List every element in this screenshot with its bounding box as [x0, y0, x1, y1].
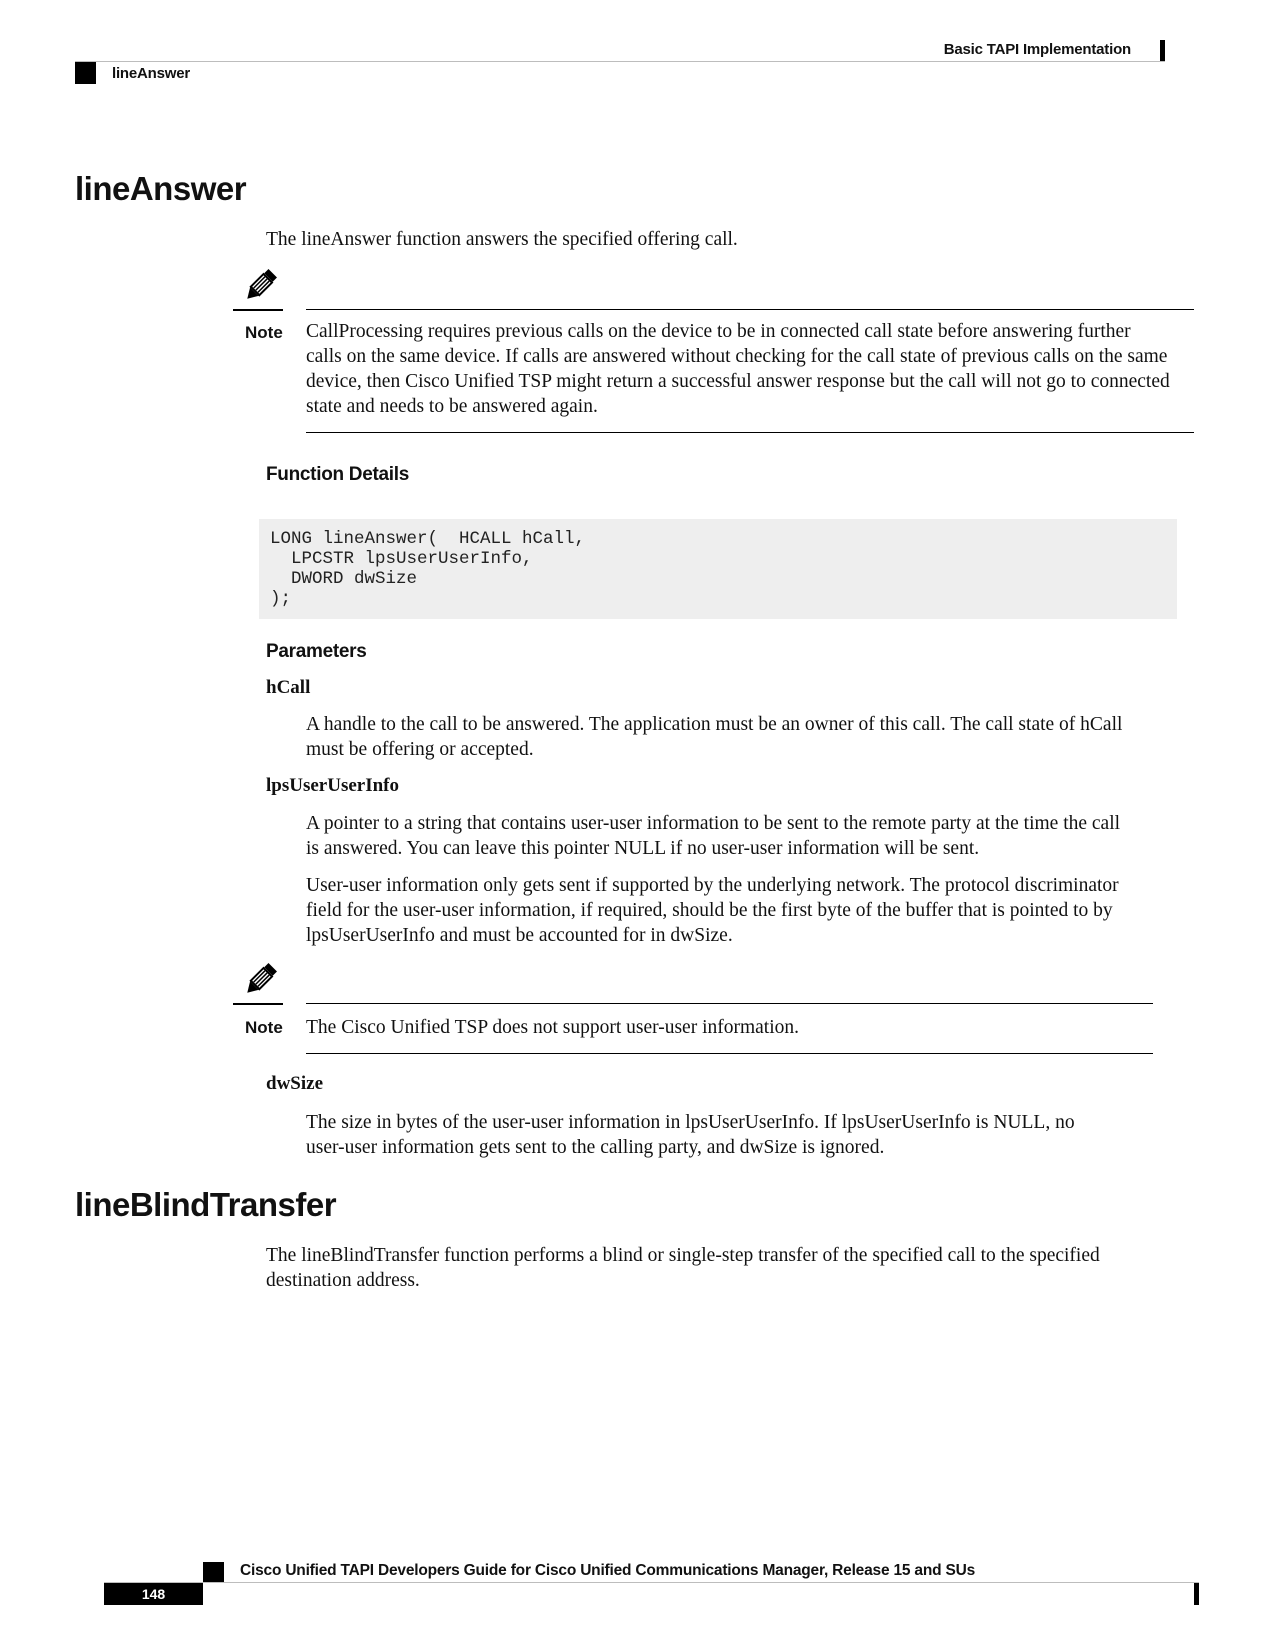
param-desc-line: user-user information gets sent to the calling party, and dwSize is ignored. [306, 1137, 885, 1158]
param-desc-line: is answered. You can leave this pointer NULL if no user-user information will be sent. [306, 838, 980, 859]
param-name-hcall: hCall [266, 677, 311, 698]
note-text-line: state and needs to be answered again. [306, 396, 598, 417]
note-text-line: calls on the same device. If calls are answered without checking for the call state of previous calls on the same [306, 346, 1168, 367]
note-left-rule [233, 1003, 283, 1005]
param-desc-line: must be offering or accepted. [306, 739, 534, 760]
footer-square-marker [203, 1562, 224, 1582]
note-label: Note [245, 323, 283, 342]
footer-page-box [104, 1583, 203, 1605]
note-bottom-rule [306, 432, 1194, 433]
param-desc-line: A handle to the call to be answered. The application must be an owner of this call. The call state of hCall [306, 714, 1123, 735]
note-top-rule [306, 309, 1194, 310]
footer-book-title: Cisco Unified TAPI Developers Guide for Cisco Unified Communications Manager, Release 15 and SUs [240, 1562, 976, 1579]
note-label: Note [245, 1018, 283, 1037]
note-text-line: CallProcessing requires previous calls on the device to be in connected call state before answering further [306, 321, 1131, 342]
param-desc-line: field for the user-user information, if required, should be the first byte of the buffer that is pointed to by [306, 900, 1113, 921]
section-title-lineblindtransfer: lineBlindTransfer [75, 1186, 337, 1223]
lineanswer-intro: The lineAnswer function answers the specified offering call. [266, 229, 738, 250]
param-desc-line: The size in bytes of the user-user information in lpsUserUserInfo. If lpsUserUserInfo is NULL, no [306, 1112, 1075, 1133]
param-desc-line: lpsUserUserInfo and must be accounted for in dwSize. [306, 925, 733, 946]
note-top-rule [306, 1003, 1153, 1004]
code-block [259, 519, 1177, 619]
intro-line: destination address. [266, 1270, 420, 1291]
param-desc-dwsize [306, 1110, 1075, 1160]
running-header-chapter: Basic TAPI Implementation [943, 41, 1131, 58]
note-text [306, 319, 1170, 419]
param-desc-line: User-user information only gets sent if supported by the underlying network. The protocol discriminator [306, 875, 1119, 896]
header-square-marker [75, 62, 96, 84]
section-title-lineanswer: lineAnswer [75, 170, 247, 207]
note-text-line: device, then Cisco Unified TSP might return a successful answer response but the call will not go to connected [306, 371, 1170, 392]
function-details-heading: Function Details [266, 464, 409, 485]
pencil-icon [240, 266, 280, 311]
param-desc-line: A pointer to a string that contains user-user information to be sent to the remote party at the time the call [306, 813, 1121, 834]
param-desc-hcall [306, 712, 1122, 762]
footer-rule [104, 1582, 1199, 1583]
param-desc-lpsuseruserinfo-2 [306, 873, 1119, 948]
intro-line: The lineBlindTransfer function performs a blind or single-step transfer of the specified call to the specified [266, 1245, 1100, 1266]
code-text: LONG lineAnswer( HCALL hCall, LPCSTR lpsUserUserInfo, DWORD dwSize ); [270, 529, 586, 609]
param-desc-lpsuseruserinfo [306, 811, 1120, 861]
page-number: 148 [141, 1586, 166, 1602]
note-text: The Cisco Unified TSP does not support user-user information. [306, 1017, 800, 1038]
header-bar-marker [1160, 40, 1165, 61]
parameters-heading: Parameters [266, 641, 367, 662]
note-bottom-rule [306, 1053, 1153, 1054]
header-rule [75, 61, 1165, 62]
footer-bar-marker [1194, 1583, 1199, 1605]
running-header-section: lineAnswer [112, 65, 191, 82]
lineblindtransfer-intro [266, 1243, 1100, 1293]
param-name-dwsize: dwSize [266, 1073, 323, 1094]
param-name-lpsuseruserinfo: lpsUserUserInfo [266, 775, 399, 796]
pencil-icon [240, 960, 280, 1005]
note-left-rule [233, 309, 283, 311]
